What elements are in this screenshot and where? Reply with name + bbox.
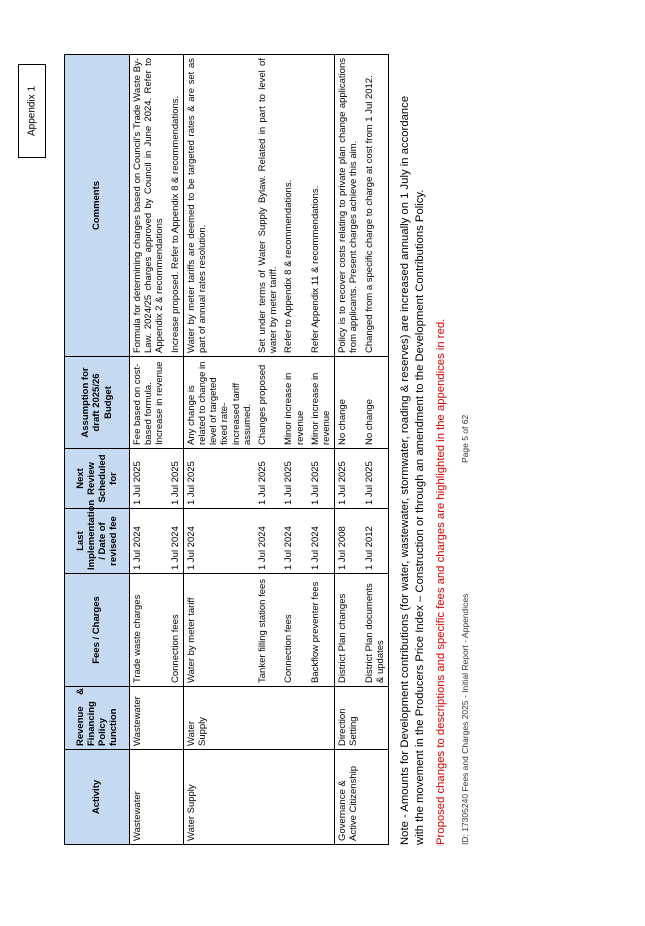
table-row [281, 55, 307, 845]
cell-fee: Connection fees [168, 574, 184, 687]
table-row [130, 55, 168, 845]
cell-activity [168, 750, 184, 845]
header-comments: Comments [65, 55, 130, 357]
cell-activity: Governance & Active Citizenship [335, 750, 362, 845]
cell-comments: Formula for determining charges based on Council's Trade Waste By-Law. 2024/25 charges approved by Council in June 2024. Refer to Appendix 2 & recommendations [130, 55, 168, 357]
table-row [335, 55, 362, 845]
proposed-changes-note: Proposed changes to descriptions and specific fees and charges are highlighted in the appendices in red. [435, 318, 448, 845]
cell-last: 1 Jul 2024 [308, 509, 335, 574]
cell-assumption: Changes proposed [255, 357, 281, 449]
cell-last: 1 Jul 2024 [281, 509, 307, 574]
cell-next: 1 Jul 2025 [308, 449, 335, 509]
cell-next: 1 Jul 2025 [281, 449, 307, 509]
cell-fee: District Plan documents & updates [362, 574, 389, 687]
cell-last: 1 Jul 2008 [335, 509, 362, 574]
cell-comments: Policy is to recover costs relating to private plan change applications from applicants. Present charges achieve this aim. [335, 55, 362, 357]
table-row [308, 55, 335, 845]
appendix-label: Appendix 1 [26, 85, 38, 137]
cell-comments: Increase proposed. Refer to Appendix 8 & recommendations. [168, 55, 184, 357]
table-row [168, 55, 184, 845]
cell-assumption [168, 357, 184, 449]
header-next-review: Next Review Scheduled for [65, 449, 130, 509]
cell-last: 1 Jul 2024 [130, 509, 168, 574]
appendix-label-box [18, 64, 46, 158]
cell-next: 1 Jul 2025 [335, 449, 362, 509]
cell-fee: Trade waste charges [130, 574, 168, 687]
cell-function [255, 687, 281, 750]
cell-comments: Water by meter tariffs are deemed to be targeted rates & are set as part of annual rates resolution. [183, 55, 255, 357]
cell-next: 1 Jul 2025 [255, 449, 281, 509]
header-activity: Activity [65, 750, 130, 845]
cell-last: 1 Jul 2024 [168, 509, 184, 574]
cell-comments: Refer to Appendix 8 & recommendations. [281, 55, 307, 357]
header-revenue-text: Revenue [74, 706, 86, 746]
cell-fee: Water by meter tariff [183, 574, 255, 687]
rotated-page-content [64, 55, 488, 845]
cell-activity [308, 750, 335, 845]
cell-activity: Wastewater [130, 750, 168, 845]
table-header-row [65, 55, 130, 845]
cell-last: 1 Jul 2024 [183, 509, 255, 574]
cell-assumption: No change [362, 357, 389, 449]
cell-next: 1 Jul 2025 [183, 449, 255, 509]
cell-activity [255, 750, 281, 845]
cell-assumption: Minor increase in revenue [281, 357, 307, 449]
cell-activity: Water Supply [183, 750, 255, 845]
page-number: Page 5 of 62 [460, 414, 470, 463]
cell-fee: District Plan changes [335, 574, 362, 687]
cell-activity [362, 750, 389, 845]
table-row [255, 55, 281, 845]
fees-table [64, 54, 389, 845]
cell-function [168, 687, 184, 750]
table-row [362, 55, 389, 845]
cell-activity [281, 750, 307, 845]
cell-last: 1 Jul 2024 [255, 509, 281, 574]
cell-assumption: Fee based on cost-based formula. Increase in revenue [130, 357, 168, 449]
cell-function [281, 687, 307, 750]
cell-assumption: Any change is related to change in level of targeted fixed rate- increased tariff assumed. [183, 357, 255, 449]
cell-function: Water Supply [183, 687, 255, 750]
cell-function [362, 687, 389, 750]
table-row [183, 55, 255, 845]
cell-fee: Tanker filling station fees [255, 574, 281, 687]
header-revenue-text-2: Financing Policy function [85, 701, 120, 746]
header-assumption: Assumption for draft 2025/26 Budget [65, 357, 130, 449]
cell-next: 1 Jul 2025 [130, 449, 168, 509]
cell-fee: Backflow preventer fees [308, 574, 335, 687]
cell-comments: Set under terms of Water Supply Bylaw. Related in part to level of water by meter tariff. [255, 55, 281, 357]
cell-assumption: Minor increase in revenue [308, 357, 335, 449]
cell-next: 1 Jul 2025 [168, 449, 184, 509]
development-contributions-note: Note - Amounts for Development contributions (for water, wastewater, stormwater, roading & reserves) are increased annually on 1 July in accordance with the movement in the Producers Price Index – Construction or through an amendment to the Development Contributions Policy. [399, 95, 426, 845]
cell-fee: Connection fees [281, 574, 307, 687]
header-last-implementation: Last Implementation / Date of revised fee [65, 509, 130, 574]
cell-comments: Changed from a specific charge to charge at cost from 1 Jul 2012. [362, 55, 389, 357]
header-revenue-policy [65, 687, 130, 750]
document-reference: ID: 17305240 Fees and Charges 2025 - Initial Report - Appendices [460, 593, 470, 845]
cell-last: 1 Jul 2012 [362, 509, 389, 574]
cell-comments: Refer Appendix 11 & recommendations. [308, 55, 335, 357]
cell-next: 1 Jul 2025 [362, 449, 389, 509]
cell-function: Wastewater [130, 687, 168, 750]
header-revenue-amp: & [74, 688, 86, 695]
cell-assumption: No change [335, 357, 362, 449]
cell-function [308, 687, 335, 750]
header-fees: Fees / Charges [65, 574, 130, 687]
cell-function: Direction Setting [335, 687, 362, 750]
